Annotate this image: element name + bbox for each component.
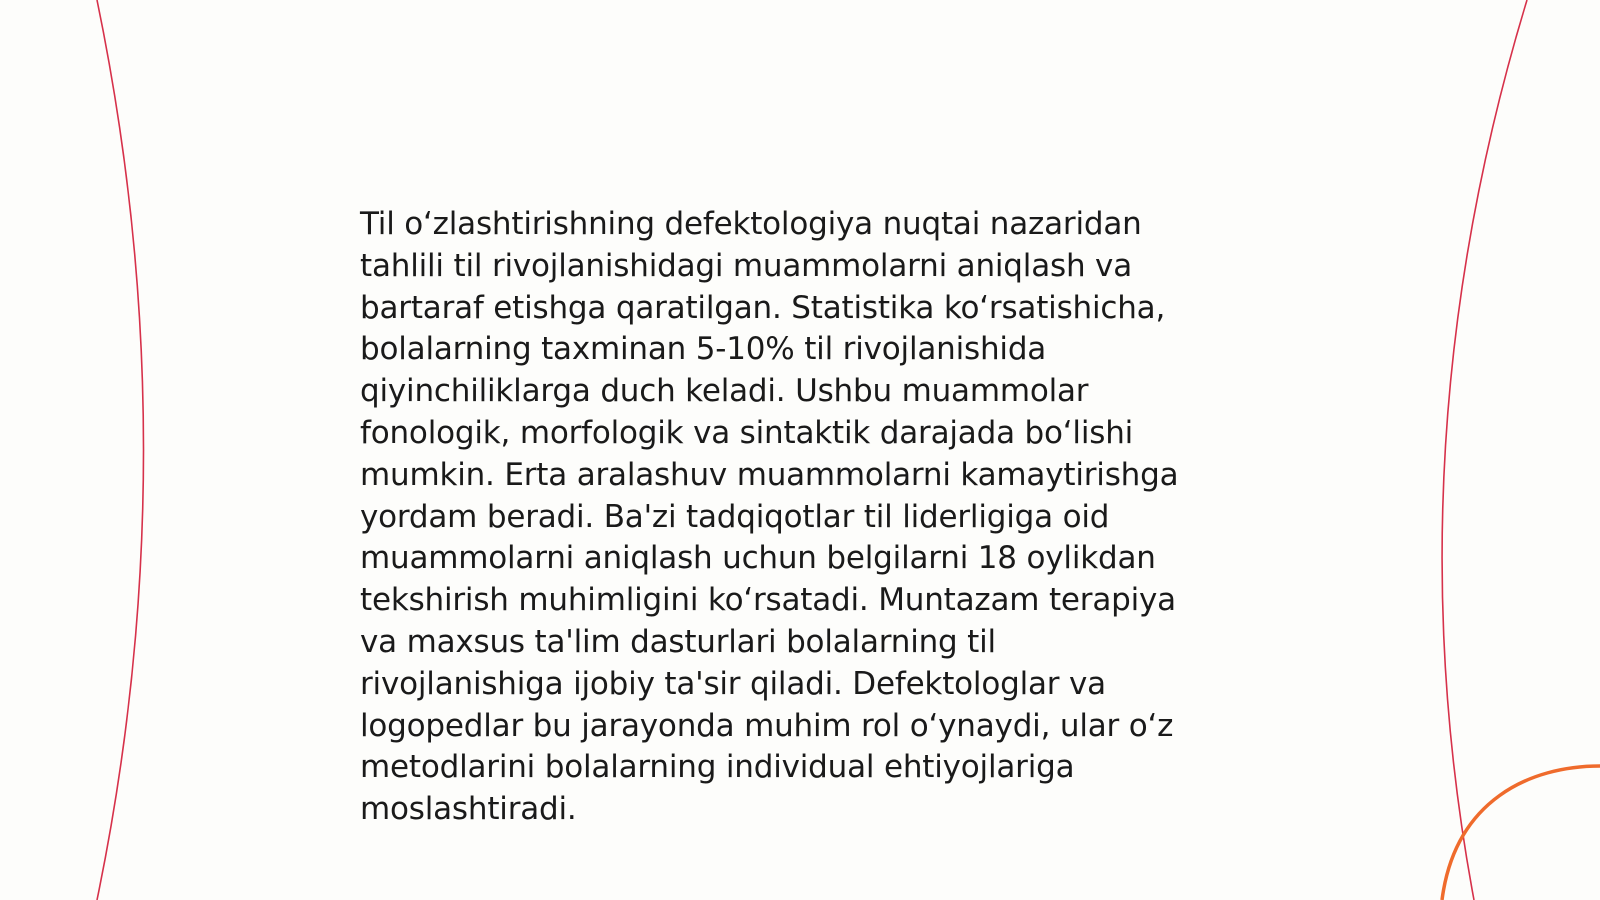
body-paragraph: Til o‘zlashtirishning defektologiya nuqtai nazaridan tahlili til rivojlanishidagi muammolarni aniqlash va bartaraf etishga qaratilgan. Statistika ko‘rsatishicha, bolalarning taxminan 5-10% til rivojlanishida qiyinchiliklarga duch keladi. Ushbu muammolar fonologik, morfologik va sintaktik darajada bo‘lishi mumkin. Erta aralashuv muammolarni kamaytirishga yordam beradi. Ba'zi tadqiqotlar til liderligiga oid muammolarni aniqlash uchun belgilarni 18 oylikdan tekshirish muhimligini ko‘rsatadi. Muntazam terapiya va maxsus ta'lim dasturlari bolalarning til rivojlanishiga ijobiy ta'sir qiladi. Defektologlar va logopedlar bu jarayonda muhim rol o‘ynaydi, ular o‘z metodlarini bolalarning individual ehtiyojlariga moslashtiradi. <box>360 206 1179 828</box>
left-curve-line <box>97 0 144 900</box>
right-curve-line <box>1442 0 1527 900</box>
orange-arc <box>1442 766 1600 900</box>
